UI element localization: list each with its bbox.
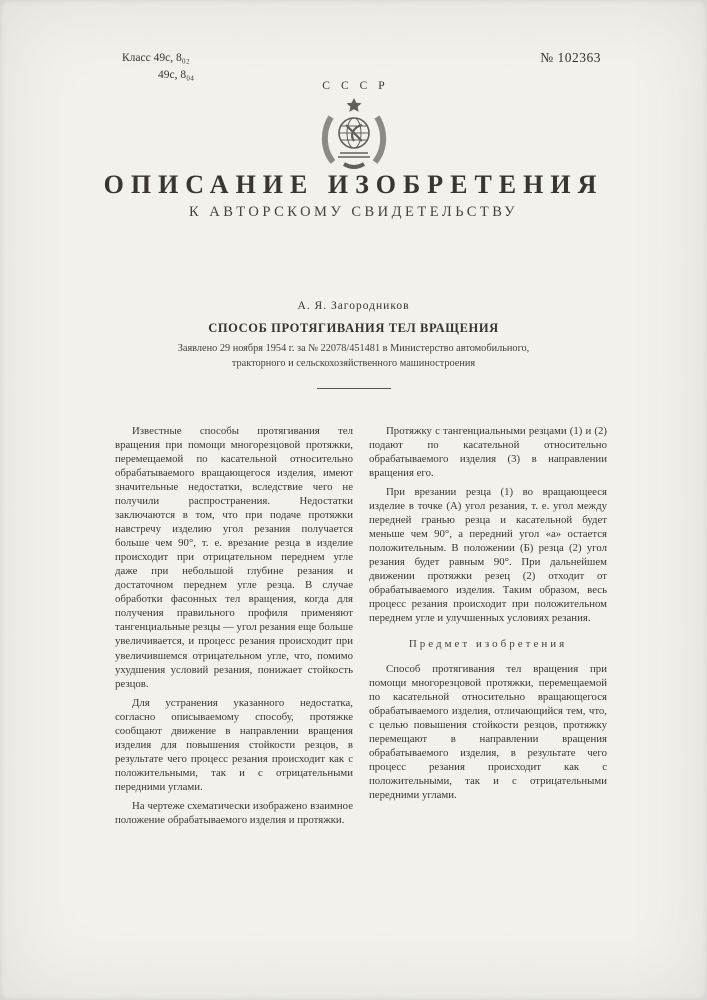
- right-column: [369, 424, 607, 832]
- paragraph: Для устранения указанного недостатка, согласно описываемому способу, протяжке сообщают движение в направлении вращения изделия для повышения стойкости резцов, в результате чего процесс резания происходит как с положительными, так и с отрицательными передними углами.: [115, 696, 353, 793]
- top-line: [122, 50, 601, 83]
- body-columns: [115, 424, 607, 832]
- filing-info: [0, 341, 707, 372]
- class-line-1: Класс 49с, 8₀₂: [122, 52, 190, 64]
- class-numbers: [122, 50, 194, 83]
- claims-heading: Предмет изобретения: [408, 638, 568, 651]
- paragraph: На чертеже схематически изображено взаимное положение обрабатываемого изделия и протяжки.: [115, 799, 353, 826]
- paragraph: Известные способы протягивания тел вращения при помощи многорезцовой протяжки, перемещаемой по касательной относительно обрабатываемого вращающегося изделия, имеют значительные недостатки, вследствие чего не получили распространения. Недостатки заключаются в том, что при подаче протяжки навстречу изделию угол резания получается больше чем 90°, т. е. врезание резца в изделие происходит при отрицательном переднем угле даже при небольшой глубине резания и достаточном переднем угле резца. В случае обработки фасонных тел вращения, когда для получения правильного профиля применяют тангенциальные резцы — угол резания еще больше увеличивается, и процесс резания происходит при увеличившемся отрицательном угле, что, помимо ухудшения условий резания, понижает стойкость резцов.: [115, 425, 353, 690]
- author-name: А. Я. Загородников: [297, 300, 410, 312]
- ussr-emblem-icon: [0, 96, 707, 176]
- class-line-2: 49с, 8₀₄: [158, 68, 195, 81]
- document-subtitle: К АВТОРСКОМУ СВИДЕТЕЛЬСТВУ: [188, 204, 519, 220]
- document-number: № 102363: [540, 50, 601, 65]
- section-divider: [317, 388, 391, 389]
- left-column: [115, 424, 353, 832]
- filing-line-1: Заявлено 29 ноября 1954 г. за № 22078/451481 в Министерство автомобильного,: [177, 343, 530, 354]
- filing-line-2: тракторного и сельскохозяйственного машиностроения: [231, 358, 476, 370]
- invention-title: СПОСОБ ПРОТЯГИВАНИЯ ТЕЛ ВРАЩЕНИЯ: [208, 321, 499, 335]
- document-title: ОПИСАНИЕ ИЗОБРЕТЕНИЯ: [103, 170, 604, 199]
- paragraph: Способ протягивания тел вращения при помощи многорезцовой протяжки, перемещаемой по касательной относительно вращающегося обрабатываемого изделия, отличающийся тем, что, с целью повышения стойкости резцов, протяжку перемещают в направлении вращения обрабатываемого изделия, в результате чего процесс резания происходит как с положительными, так и с отрицательными передними углами.: [369, 662, 607, 802]
- country-label: СССР: [322, 80, 396, 92]
- paragraph: Протяжку с тангенциальными резцами (1) и (2) подают по касательной относительно обрабатываемого изделия (3) в направлении вращения его.: [369, 425, 607, 480]
- paragraph: При врезании резца (1) во вращающееся изделие в точке (А) угол резания, т. е. угол между передней гранью резца и касательной будет меньше чем 90°, а передний угол «а» остается положительным. В положении (Б) резца (2) угол резания будет равным 90°. При дальнейшем движении протяжки резец (2) отходит от обрабатываемого изделия. Таким образом, весь процесс резания происходит при положительном переднем угле и улучшенных условиях резания.: [369, 486, 607, 625]
